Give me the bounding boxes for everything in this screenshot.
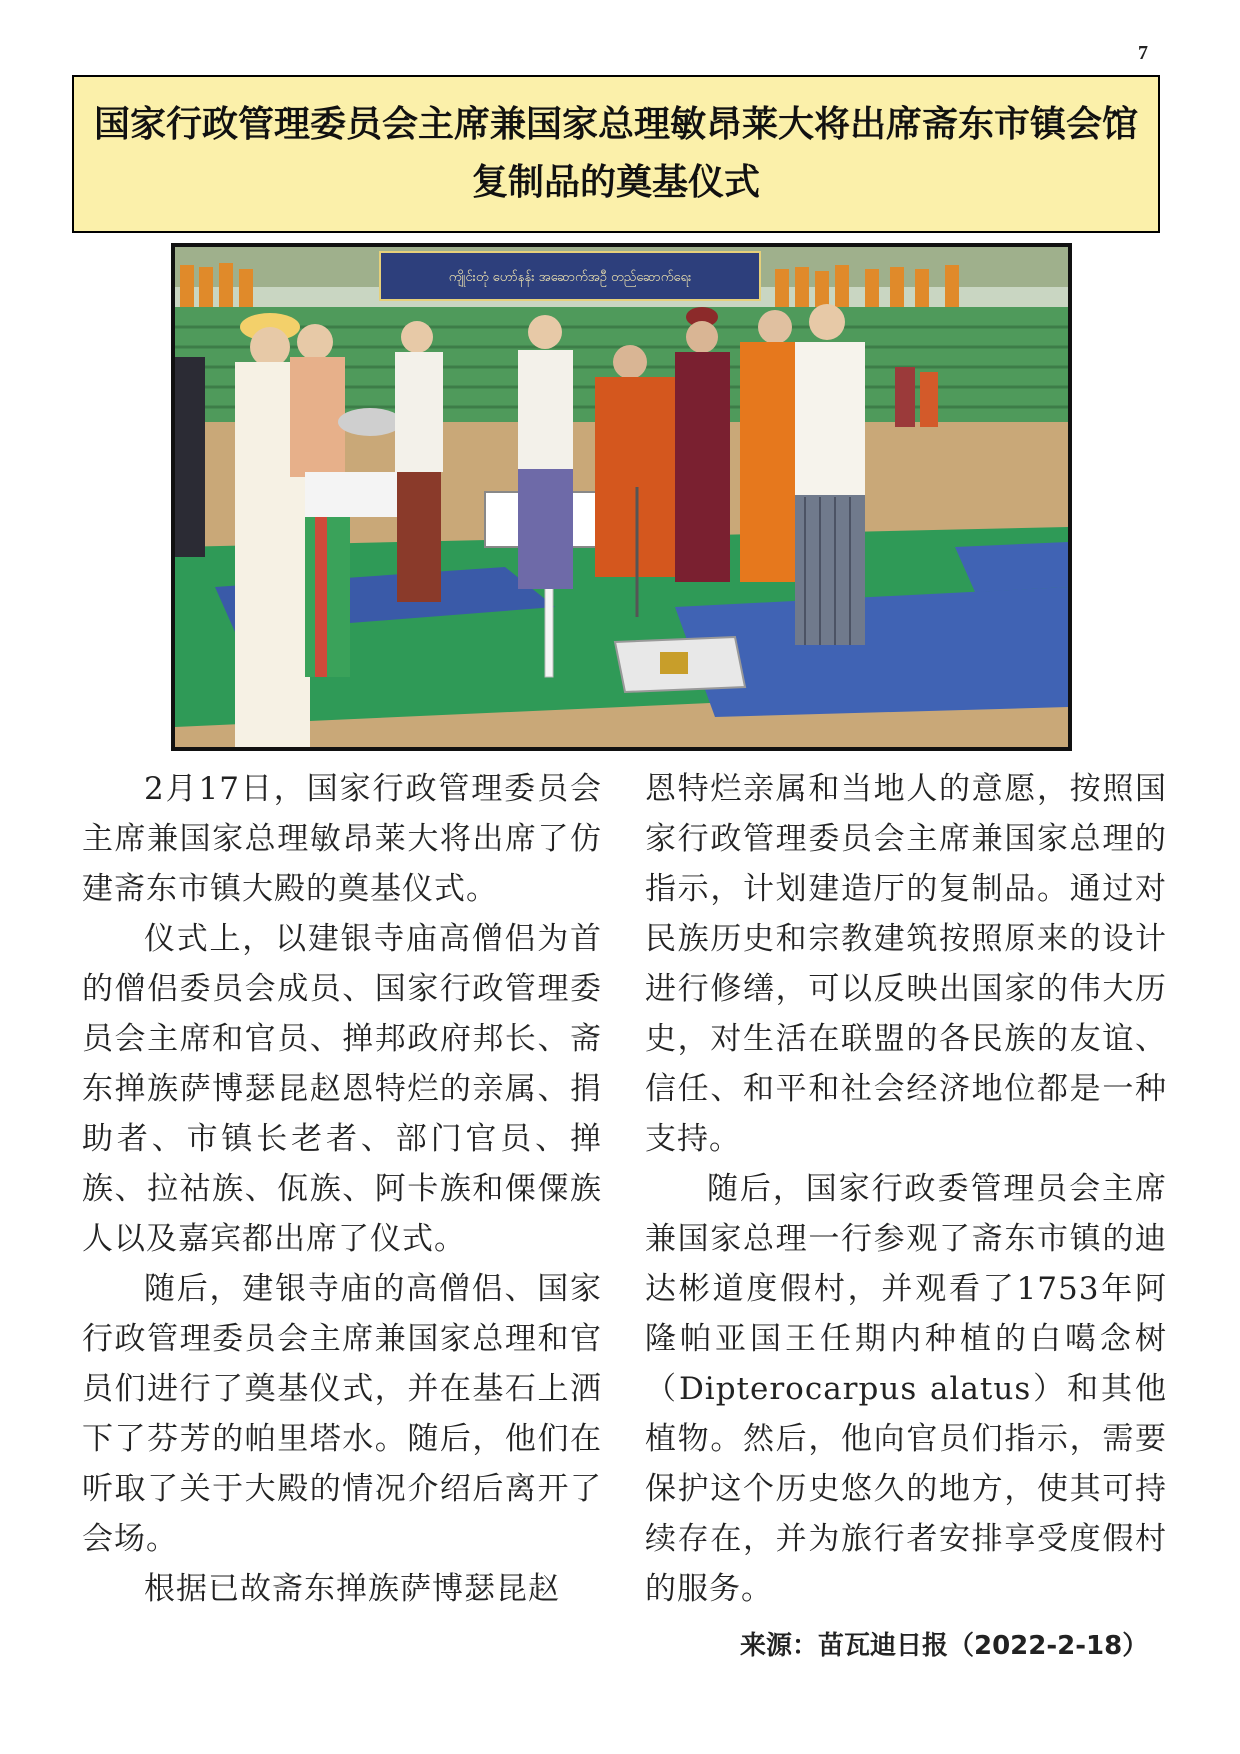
paragraph: 仪式上，以建银寺庙高僧侣为首的僧侣委员会成员、国家行政管理委员会主席和官员、掸邦政府邦长、斋东掸族萨博瑟昆赵恩特烂的亲属、捐助者、市镇长老者、部门官员、掸族、拉祜族、佤族、阿卡族和傈僳族人以及嘉宾都出席了仪式。 [82,921,602,1257]
paragraph-continued: 恩特烂亲属和当地人的意愿，按照国家行政管理委员会主席兼国家总理的指示，计划建造厅的复制品。通过对民族历史和宗教建筑按照原来的设计进行修缮，可以反映出国家的伟大历史，对生活在联盟的各民族的友谊、信任、和平和社会经济地位都是一种支持。 [645,771,1167,1157]
ceremony-photo-illustration [175,247,1068,747]
headline-box [72,75,1160,233]
headline: 国家行政管理委员会主席兼国家总理敏昂莱大将出席斋东市镇会馆复制品的奠基仪式 [93,104,1138,203]
paragraph: 随后，国家行政委管理员会主席兼国家总理一行参观了斋东市镇的迪达彬道度假村，并观看了1753年阿隆帕亚国王任期内种植的白噶念树（Dipterocarpus alatus）和其他植物。然后，他向官员们指示，需要保护这个历史悠久的地方，使其可持续存在，并为旅行者安排享受度假村的服务。 [645,1171,1167,1607]
banner-text: ကျိုင်းတုံ ဟော်နန်း အဆောက်အဦ တည်ဆောက်ရေး [448,270,692,285]
paragraph: 随后，建银寺庙的高僧侣、国家行政管理委员会主席兼国家总理和官员们进行了奠基仪式，并在基石上洒下了芬芳的帕里塔水。随后，他们在听取了关于大殿的情况介绍后离开了会场。 [82,1271,602,1557]
article-right-column [645,764,1167,1614]
page-number: 7 [1138,42,1148,64]
article-left-column [82,764,602,1614]
paragraph: 根据已故斋东掸族萨博瑟昆赵 [144,1571,560,1607]
source-credit: 来源：苗瓦迪日报（2022-2-18） [740,1631,1149,1661]
paragraph: 2月17日，国家行政管理委员会主席兼国家总理敏昂莱大将出席了仿建斋东市镇大殿的奠基仪式。 [82,771,602,907]
ceremony-photo [171,243,1072,751]
